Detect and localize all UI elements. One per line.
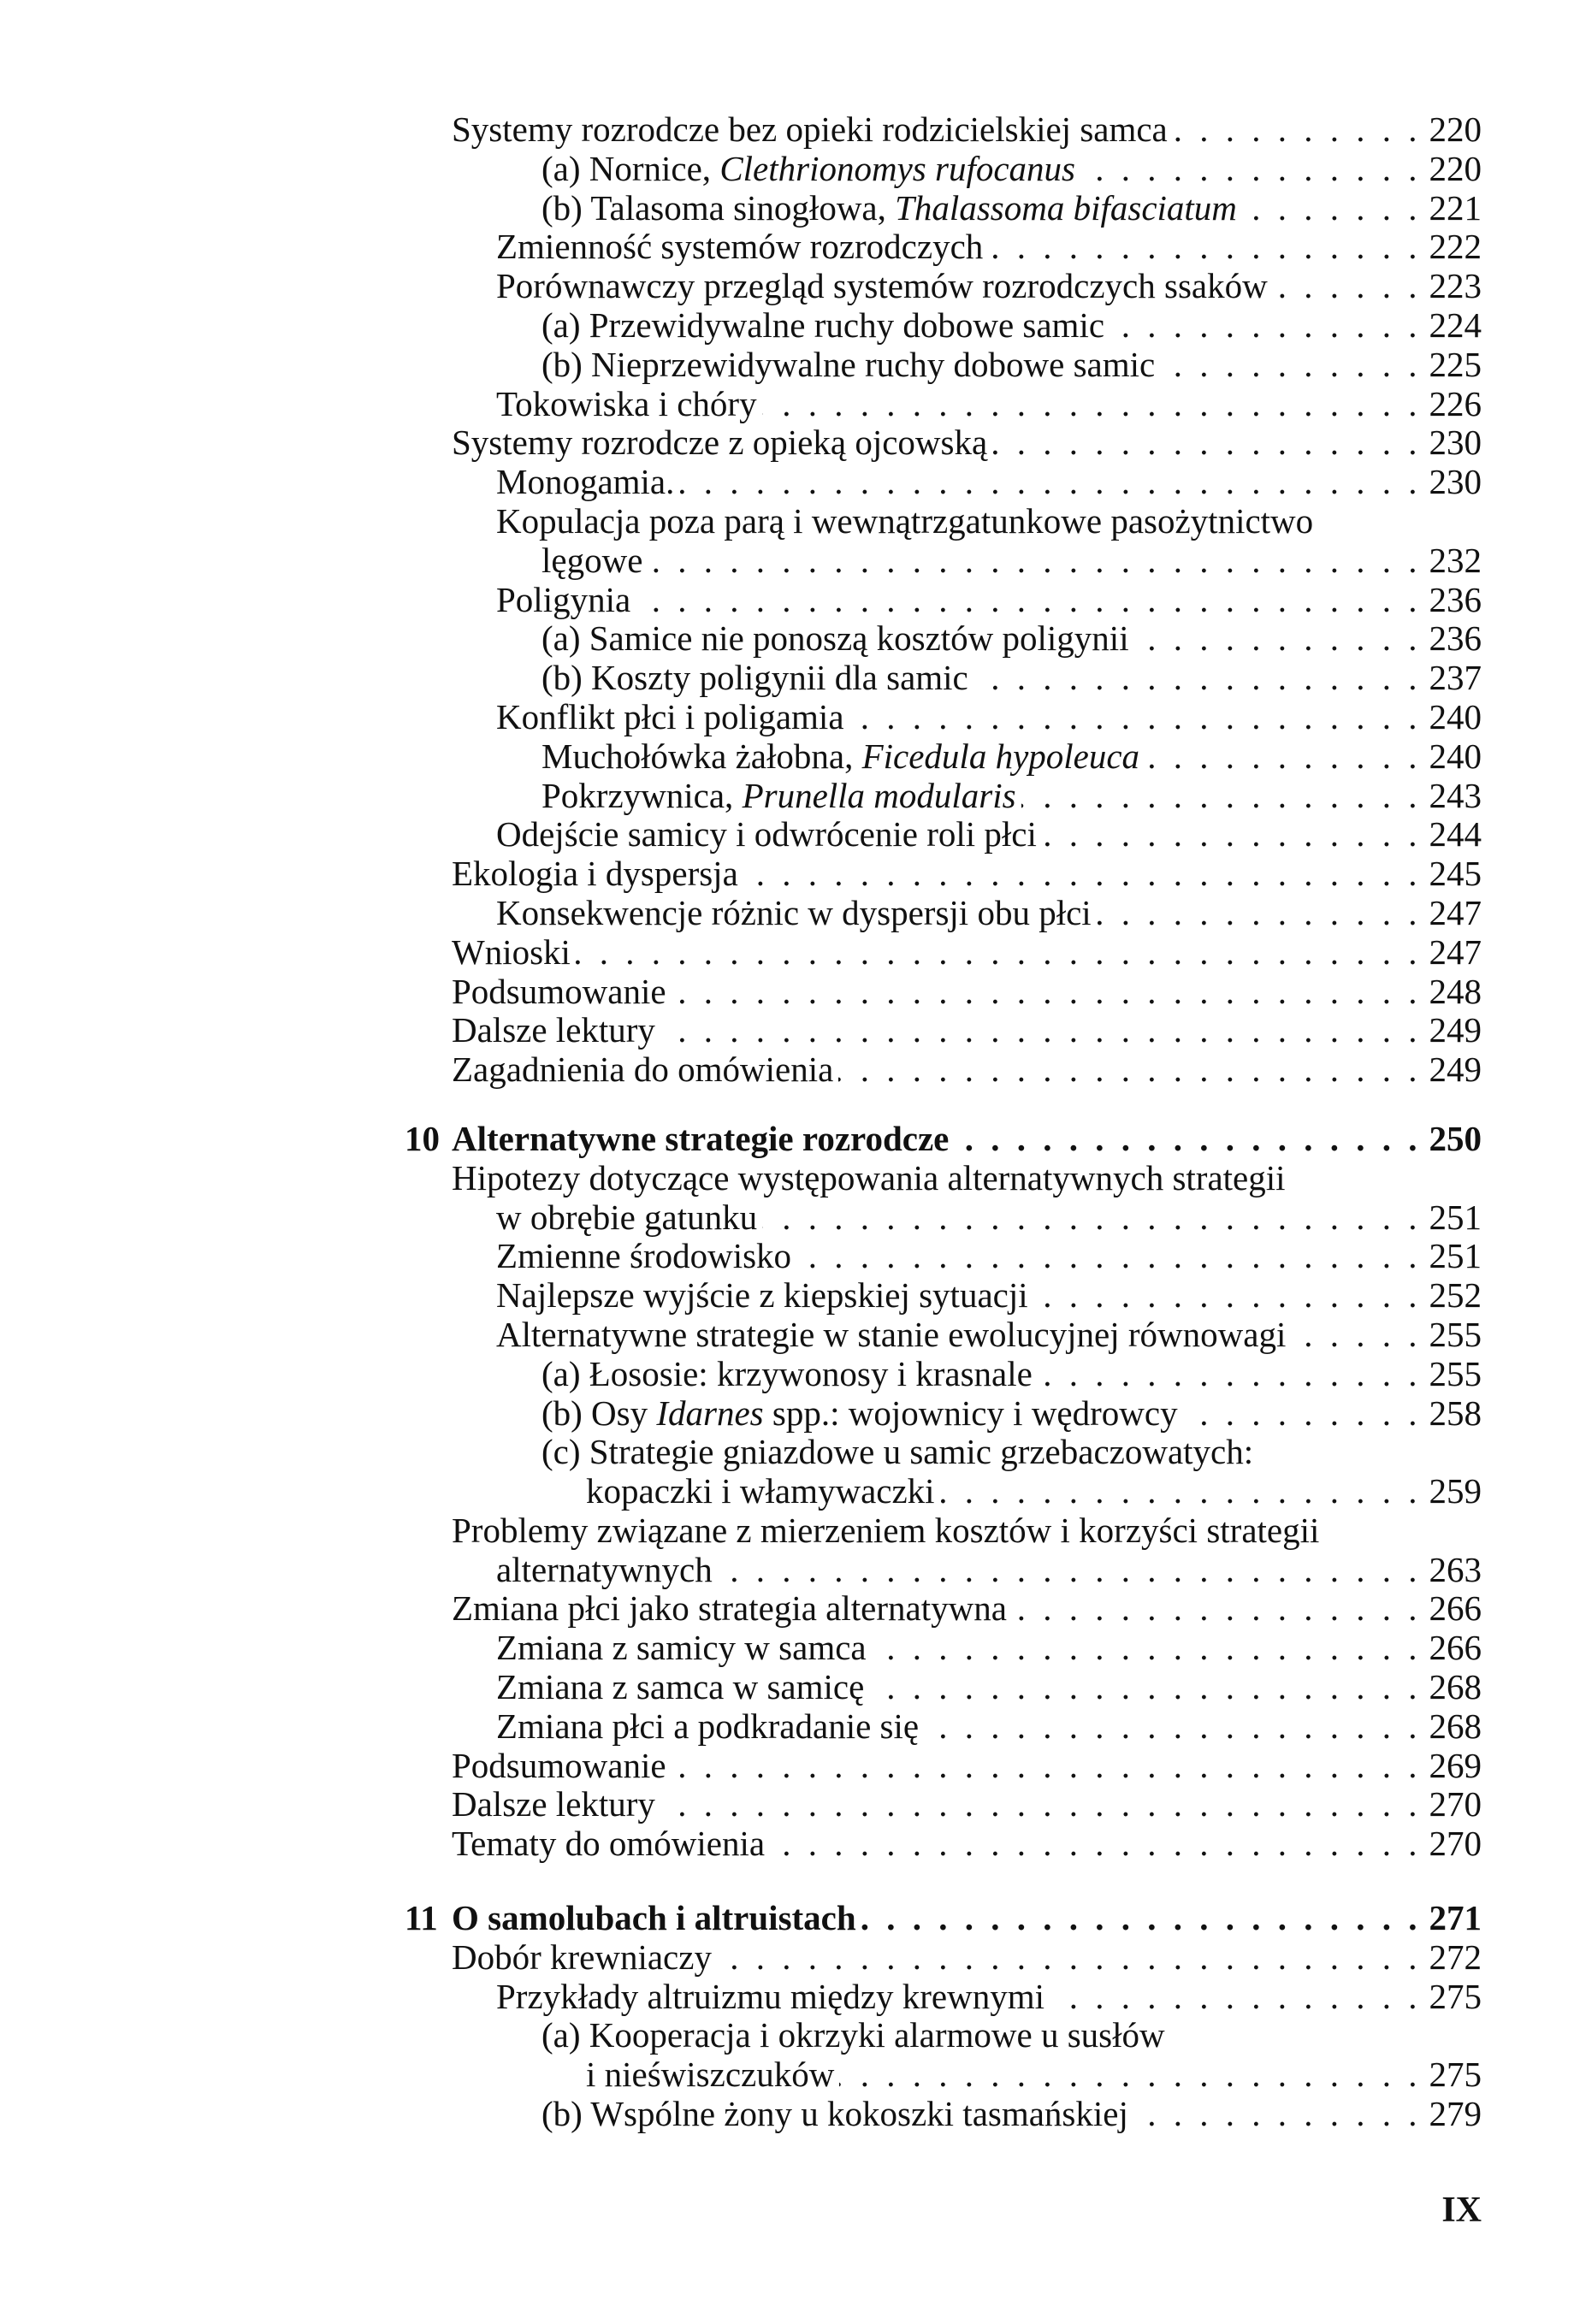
toc-section	[0, 1120, 1580, 1864]
toc-entry	[0, 1707, 1580, 1747]
toc-entry	[0, 1668, 1580, 1707]
chapter-entry	[0, 1120, 1580, 1159]
toc-entry	[0, 346, 1580, 385]
entry-title	[452, 1938, 712, 1978]
title-segment: (b) Wspólne żony u kokoszki tasmańskiej	[541, 2094, 1128, 2134]
title-segment: (b) Nieprzewidywalne ruchy dobowe samic	[541, 344, 1156, 384]
title-segment: (b) Osy	[541, 1393, 657, 1433]
page-number: 255	[1429, 1353, 1482, 1393]
chapter-entry	[0, 1899, 1580, 1938]
entry-title	[496, 1276, 1028, 1316]
toc-entry	[0, 1159, 1580, 1198]
toc-entry	[0, 1511, 1580, 1551]
title-segment: Wnioski	[452, 931, 571, 972]
entry-title	[496, 267, 1268, 306]
toc-entry	[0, 541, 1580, 581]
title-segment: Zagadnienia do omówienia	[452, 1050, 834, 1090]
title-segment: Tokowiska i chóry	[496, 383, 757, 423]
entry-title	[452, 1589, 1007, 1629]
entry-title	[496, 1198, 757, 1238]
toc-entry	[0, 2095, 1580, 2134]
toc-section	[0, 1899, 1580, 2134]
title-segment: Alternatywne strategie w stanie ewolucyjnej równowagi	[496, 1314, 1287, 1354]
dot-leader	[849, 698, 1417, 737]
toc-entry	[0, 1316, 1580, 1355]
entry-title	[541, 2016, 1165, 2055]
title-segment: Alternatywne strategie rozrodcze	[452, 1118, 950, 1158]
toc-entry	[0, 619, 1580, 659]
title-segment: (b) Talasoma sinogłowa,	[541, 187, 896, 228]
dot-leader	[770, 1824, 1417, 1864]
toc-entry	[0, 854, 1580, 894]
toc-entry	[0, 1629, 1580, 1668]
dot-leader	[660, 1011, 1417, 1050]
title-segment: (a) Przewidywalne ruchy dobowe samic	[541, 305, 1105, 345]
title-segment: Systemy rozrodcze z opieką ojcowską	[452, 423, 988, 463]
title-segment: Kopulacja poza parą i wewnątrzgatunkowe pasożytnictwo	[496, 500, 1314, 541]
toc-entry	[0, 385, 1580, 424]
page-number: 247	[1429, 931, 1482, 972]
title-segment: spp.: wojownicy i wędrowcy	[763, 1393, 1178, 1433]
dot-leader	[672, 1747, 1417, 1786]
toc-entry	[0, 1785, 1580, 1824]
title-segment: Dobór krewniaczy	[452, 1937, 712, 1977]
entry-title	[541, 619, 1129, 659]
dot-leader	[1133, 2095, 1417, 2134]
toc-entry	[0, 1472, 1580, 1511]
title-segment: Odejście samicy i odwrócenie roli płci	[496, 814, 1037, 854]
toc-entry	[0, 1394, 1580, 1434]
entry-title	[496, 1978, 1044, 2017]
entry-title	[452, 1511, 1319, 1551]
page-number: 251	[1429, 1236, 1482, 1276]
dot-leader	[988, 228, 1417, 267]
dot-leader	[1042, 815, 1417, 854]
dot-leader	[1273, 267, 1417, 306]
page-number: 222	[1429, 227, 1482, 267]
dot-leader	[762, 385, 1417, 424]
page-number: 272	[1429, 1937, 1482, 1977]
title-segment: O samolubach i altruistach	[452, 1898, 856, 1938]
dot-leader	[954, 1120, 1417, 1159]
entry-title	[496, 385, 757, 424]
entry-title	[452, 1747, 666, 1786]
entry-title	[541, 1433, 1253, 1472]
page-number: 255	[1429, 1314, 1482, 1354]
title-segment: Dalsze lektury	[452, 1010, 655, 1050]
title-segment: Dalsze lektury	[452, 1784, 655, 1824]
table-of-contents	[0, 110, 1580, 2134]
page-number: 275	[1429, 1976, 1482, 2016]
page-number: 248	[1429, 971, 1482, 1011]
page-number: 220	[1429, 109, 1482, 149]
title-segment: Najlepsze wyjście z kiepskiej sytuacji	[496, 1275, 1028, 1316]
title-segment: (b) Koszty poligynii dla samic	[541, 658, 968, 698]
dot-leader	[1291, 1316, 1417, 1355]
entry-title	[496, 228, 983, 267]
chapter-number: 11	[405, 1898, 438, 1938]
page-number: 275	[1429, 2055, 1482, 2095]
entry-title	[452, 1050, 833, 1090]
title-segment: Konflikt płci i poligamia	[496, 696, 844, 736]
toc-entry	[0, 228, 1580, 267]
title-segment: Hipotezy dotyczące występowania alternatywnych strategii	[452, 1157, 1286, 1197]
dot-leader	[1021, 777, 1417, 816]
dot-leader	[940, 1472, 1417, 1511]
title-segment: Zmienne środowisko	[496, 1236, 792, 1276]
page-number-folio: IX	[1441, 2191, 1482, 2230]
entry-title	[541, 306, 1104, 346]
entry-title	[452, 933, 571, 973]
entry-title	[541, 1394, 1178, 1434]
entry-title	[496, 1237, 791, 1276]
page-number: 268	[1429, 1706, 1482, 1746]
dot-leader	[636, 581, 1417, 620]
toc-entry	[0, 1978, 1580, 2017]
toc-entry	[0, 933, 1580, 973]
page-number: 232	[1429, 540, 1482, 580]
page-number: 249	[1429, 1050, 1482, 1090]
title-segment: Konsekwencje różnic w dyspersji obu płci	[496, 892, 1092, 932]
page-number: 243	[1429, 775, 1482, 815]
toc-entry	[0, 2016, 1580, 2055]
page-number: 220	[1429, 148, 1482, 188]
dot-leader	[660, 1785, 1417, 1824]
dot-leader	[973, 659, 1417, 698]
italic-species-name: Clethrionomys rufocanus	[719, 148, 1075, 188]
entry-title	[541, 2095, 1128, 2134]
toc-entry	[0, 502, 1580, 541]
entry-title	[541, 150, 1075, 189]
entry-title	[496, 698, 844, 737]
dot-leader	[1012, 1589, 1417, 1629]
entry-title	[541, 346, 1155, 385]
title-segment: kopaczki i włamywaczki	[586, 1471, 935, 1511]
entry-title	[496, 1316, 1286, 1355]
title-segment: Problemy związane z mierzeniem kosztów i korzyści strategii	[452, 1510, 1320, 1550]
entry-title	[452, 110, 1168, 150]
page-number: 249	[1429, 1010, 1482, 1050]
page-number: 266	[1429, 1628, 1482, 1668]
dot-leader	[1173, 110, 1417, 150]
italic-species-name: Prunella modularis	[742, 775, 1016, 815]
title-segment: Tematy do omówienia	[452, 1824, 766, 1864]
dot-leader	[679, 463, 1417, 502]
toc-entry	[0, 1433, 1580, 1472]
title-segment: Zmienność systemów rozrodczych	[496, 227, 984, 267]
toc-entry	[0, 1050, 1580, 1090]
dot-leader	[838, 1050, 1417, 1090]
toc-entry	[0, 698, 1580, 737]
title-segment: Pokrzywnica,	[541, 775, 743, 815]
toc-entry	[0, 150, 1580, 189]
page-number: 279	[1429, 2094, 1482, 2134]
page-number: 271	[1429, 1898, 1482, 1938]
dot-leader	[717, 1938, 1417, 1978]
page-number: 270	[1429, 1824, 1482, 1864]
entry-title	[541, 1355, 1033, 1394]
page-number: 252	[1429, 1275, 1482, 1316]
title-segment: (a) Samice nie ponoszą kosztów poligynii	[541, 618, 1129, 659]
title-segment: alternatywnych	[496, 1549, 713, 1589]
title-segment: lęgowe	[541, 540, 643, 580]
entry-title	[496, 1707, 919, 1747]
entry-title	[452, 854, 738, 894]
toc-entry	[0, 1747, 1580, 1786]
entry-title	[452, 1120, 949, 1159]
entry-title	[496, 502, 1313, 541]
entry-title	[496, 1629, 867, 1668]
toc-entry	[0, 1938, 1580, 1978]
entry-title	[496, 463, 674, 502]
toc-entry	[0, 1589, 1580, 1629]
entry-title	[541, 189, 1237, 228]
title-segment: Monogamia.	[496, 462, 675, 502]
dot-leader	[743, 854, 1417, 894]
entry-title	[496, 1551, 713, 1590]
page-number: 245	[1429, 854, 1482, 894]
toc-entry	[0, 659, 1580, 698]
dot-leader	[872, 1629, 1417, 1668]
entry-title	[452, 1824, 765, 1864]
page-number: 226	[1429, 383, 1482, 423]
toc-entry	[0, 267, 1580, 306]
entry-title	[586, 2055, 834, 2095]
title-segment: (a) Nornice,	[541, 148, 720, 188]
toc-entry	[0, 581, 1580, 620]
title-segment: Systemy rozrodcze bez opieki rodzicielskiej samca	[452, 109, 1168, 149]
toc-entry	[0, 1198, 1580, 1238]
page-number: 250	[1429, 1118, 1482, 1158]
page-number: 270	[1429, 1784, 1482, 1824]
entry-title	[452, 1899, 856, 1938]
italic-species-name: Ficedula hypoleuca	[861, 736, 1140, 776]
title-segment: Zmiana z samca w samicę	[496, 1667, 865, 1707]
entry-title	[496, 1668, 864, 1707]
page-number: 269	[1429, 1745, 1482, 1785]
dot-leader	[672, 973, 1417, 1012]
chapter-number: 10	[405, 1118, 440, 1158]
page-number: 240	[1429, 696, 1482, 736]
toc-entry	[0, 777, 1580, 816]
page-number: 268	[1429, 1667, 1482, 1707]
dot-leader	[796, 1237, 1417, 1276]
dot-leader	[1242, 189, 1417, 228]
toc-entry	[0, 815, 1580, 854]
dot-leader	[718, 1551, 1417, 1590]
toc-section	[0, 110, 1580, 1090]
toc-entry	[0, 110, 1580, 150]
toc-entry	[0, 1355, 1580, 1394]
dot-leader	[1033, 1276, 1417, 1316]
page-number: 240	[1429, 736, 1482, 776]
page-number: 224	[1429, 305, 1482, 345]
title-segment: Porównawczy przegląd systemów rozrodczych ssaków	[496, 266, 1268, 306]
title-segment: (a) Łososie: krzywonosy i krasnale	[541, 1353, 1033, 1393]
toc-entry	[0, 973, 1580, 1012]
entry-title	[452, 1159, 1286, 1198]
entry-title	[452, 1785, 655, 1824]
dot-leader	[1097, 894, 1417, 933]
toc-entry	[0, 737, 1580, 777]
entry-title	[541, 659, 968, 698]
entry-title	[541, 737, 1139, 777]
page-number: 236	[1429, 579, 1482, 619]
page-number: 259	[1429, 1471, 1482, 1511]
toc-entry	[0, 463, 1580, 502]
entry-title	[496, 894, 1092, 933]
page-number: 258	[1429, 1393, 1482, 1433]
entry-title	[452, 423, 987, 463]
toc-entry	[0, 306, 1580, 346]
entry-title	[586, 1472, 935, 1511]
dot-leader	[762, 1198, 1417, 1238]
page-number: 237	[1429, 658, 1482, 698]
dot-leader	[1080, 150, 1417, 189]
toc-entry	[0, 2055, 1580, 2095]
toc-entry	[0, 894, 1580, 933]
dot-leader	[648, 541, 1417, 581]
title-segment: (c) Strategie gniazdowe u samic grzebaczowatych:	[541, 1432, 1254, 1472]
page-number: 223	[1429, 266, 1482, 306]
dot-leader	[839, 2055, 1417, 2095]
toc-entry	[0, 423, 1580, 463]
dot-leader	[869, 1668, 1417, 1707]
toc-entry	[0, 1237, 1580, 1276]
title-segment: w obrębie gatunku	[496, 1197, 758, 1237]
page-number: 244	[1429, 814, 1482, 854]
page-number: 230	[1429, 462, 1482, 502]
toc-entry	[0, 189, 1580, 228]
title-segment: Zmiana płci jako strategia alternatywna	[452, 1588, 1007, 1629]
entry-title	[541, 541, 642, 581]
page-number: 225	[1429, 344, 1482, 384]
dot-leader	[992, 423, 1417, 463]
page-number: 230	[1429, 423, 1482, 463]
dot-leader	[576, 933, 1417, 973]
title-segment: Zmiana płci a podkradanie się	[496, 1706, 920, 1746]
entry-title	[496, 815, 1037, 854]
toc-entry	[0, 1276, 1580, 1316]
italic-species-name: Thalassoma bifasciatum	[895, 187, 1237, 228]
title-segment: i nieświszczuków	[586, 2055, 835, 2095]
toc-entry	[0, 1011, 1580, 1050]
title-segment: Podsumowanie	[452, 971, 666, 1011]
dot-leader	[924, 1707, 1417, 1747]
entry-title	[452, 973, 666, 1012]
title-segment: Przykłady altruizmu między krewnymi	[496, 1976, 1045, 2016]
page-number: 266	[1429, 1588, 1482, 1629]
toc-entry	[0, 1551, 1580, 1590]
dot-leader	[1134, 619, 1417, 659]
title-segment: Podsumowanie	[452, 1745, 666, 1785]
entry-title	[496, 581, 630, 620]
title-segment: Poligynia	[496, 579, 631, 619]
dot-leader	[1038, 1355, 1417, 1394]
page-number: 247	[1429, 892, 1482, 932]
title-segment: Zmiana z samicy w samca	[496, 1628, 867, 1668]
italic-species-name: Idarnes	[656, 1393, 764, 1433]
dot-leader	[1160, 346, 1417, 385]
page-number: 251	[1429, 1197, 1482, 1237]
title-segment: Muchołówka żałobna,	[541, 736, 862, 776]
title-segment: Ekologia i dyspersja	[452, 854, 738, 894]
dot-leader	[861, 1899, 1417, 1938]
entry-title	[541, 777, 1016, 816]
dot-leader	[1050, 1978, 1417, 2017]
title-segment: (a) Kooperacja i okrzyki alarmowe u susłów	[541, 2015, 1165, 2055]
page-number: 236	[1429, 618, 1482, 659]
dot-leader	[1145, 737, 1417, 777]
page-number: 221	[1429, 187, 1482, 228]
page-number: 263	[1429, 1549, 1482, 1589]
toc-entry	[0, 1824, 1580, 1864]
entry-title	[452, 1011, 655, 1050]
dot-leader	[1110, 306, 1417, 346]
dot-leader	[1183, 1394, 1417, 1434]
